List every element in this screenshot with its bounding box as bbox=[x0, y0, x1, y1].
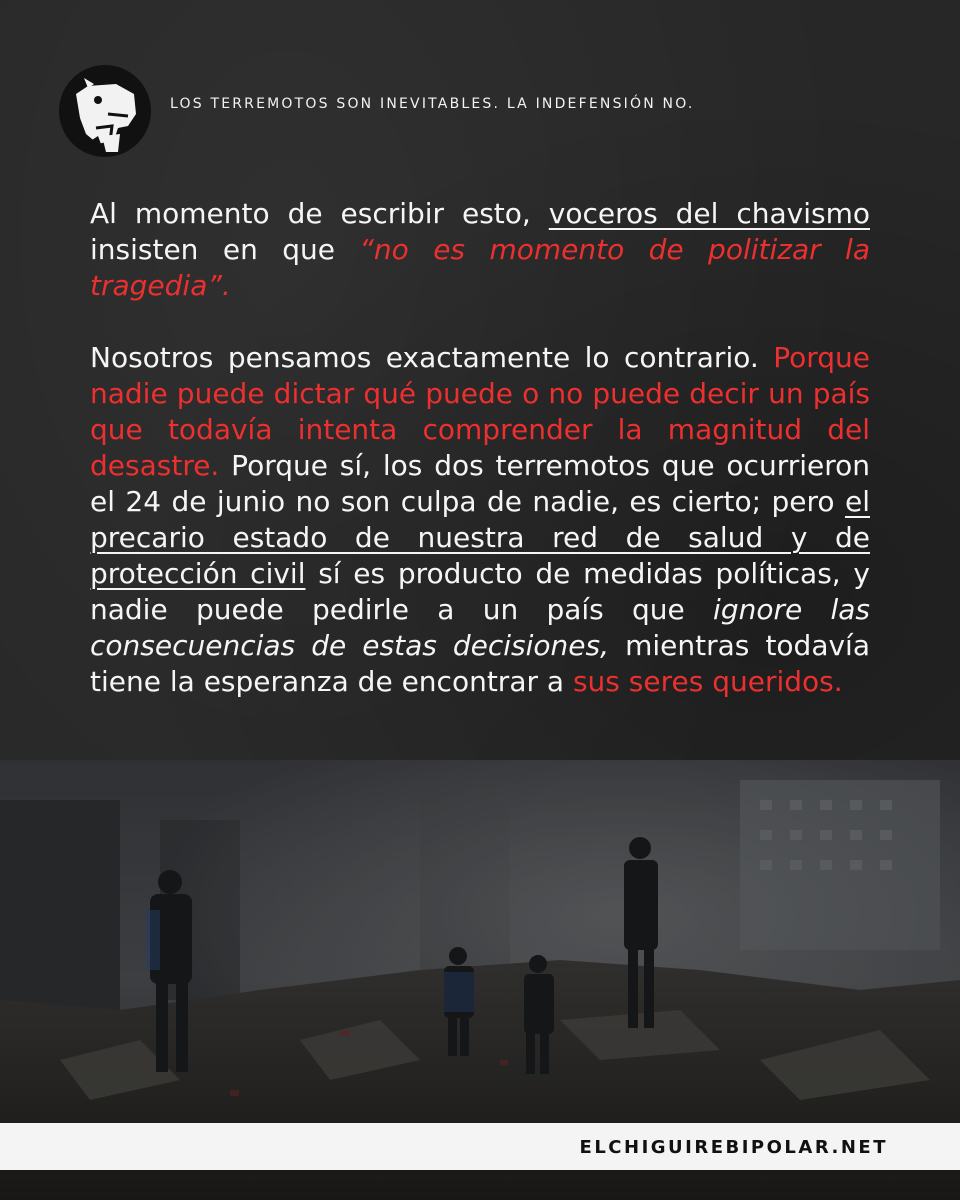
article-text bbox=[90, 196, 870, 736]
header-tagline: LOS TERREMOTOS SON INEVITABLES. LA INDEFENSIÓN NO. bbox=[170, 96, 695, 112]
p1-quote: “no es momento de politizar la tragedia”. bbox=[90, 233, 870, 302]
p2-text-1: Nosotros pensamos exactamente lo contrario. bbox=[90, 341, 774, 374]
p2-red-ending: sus seres queridos. bbox=[572, 665, 843, 698]
p2-text-2: Porque sí, los dos terremotos que ocurrieron el 24 de junio no son culpa de nadie, es cierto; pero bbox=[90, 449, 870, 518]
p2-text-3: sí es producto de medidas políticas, y nadie puede pedirle a un país que bbox=[90, 557, 870, 626]
p2-underlined-statement: el precario estado de nuestra red de salud y de protección civil bbox=[90, 485, 870, 590]
capybara-logo-icon bbox=[58, 64, 152, 158]
footer-bar bbox=[0, 1123, 960, 1170]
site-url[interactable]: ELCHIGUIREBIPOLAR.NET bbox=[579, 1137, 888, 1158]
p1-underlined-voceros: voceros del chavismo bbox=[548, 197, 870, 230]
p1-text-1: Al momento de escribir esto, bbox=[90, 197, 549, 230]
paragraph-1 bbox=[90, 196, 870, 304]
p2-text-4: mientras todavía tiene la esperanza de encontrar a bbox=[90, 629, 870, 698]
p1-text-2: insisten en que bbox=[90, 233, 360, 266]
p2-italic-statement: ignore las consecuencias de estas decisiones, bbox=[90, 593, 871, 662]
paragraph-2 bbox=[90, 340, 870, 700]
p2-red-statement: Porque nadie puede dictar qué puede o no puede decir un país que todavía intenta comprender la magnitud del desastre. bbox=[90, 341, 870, 482]
